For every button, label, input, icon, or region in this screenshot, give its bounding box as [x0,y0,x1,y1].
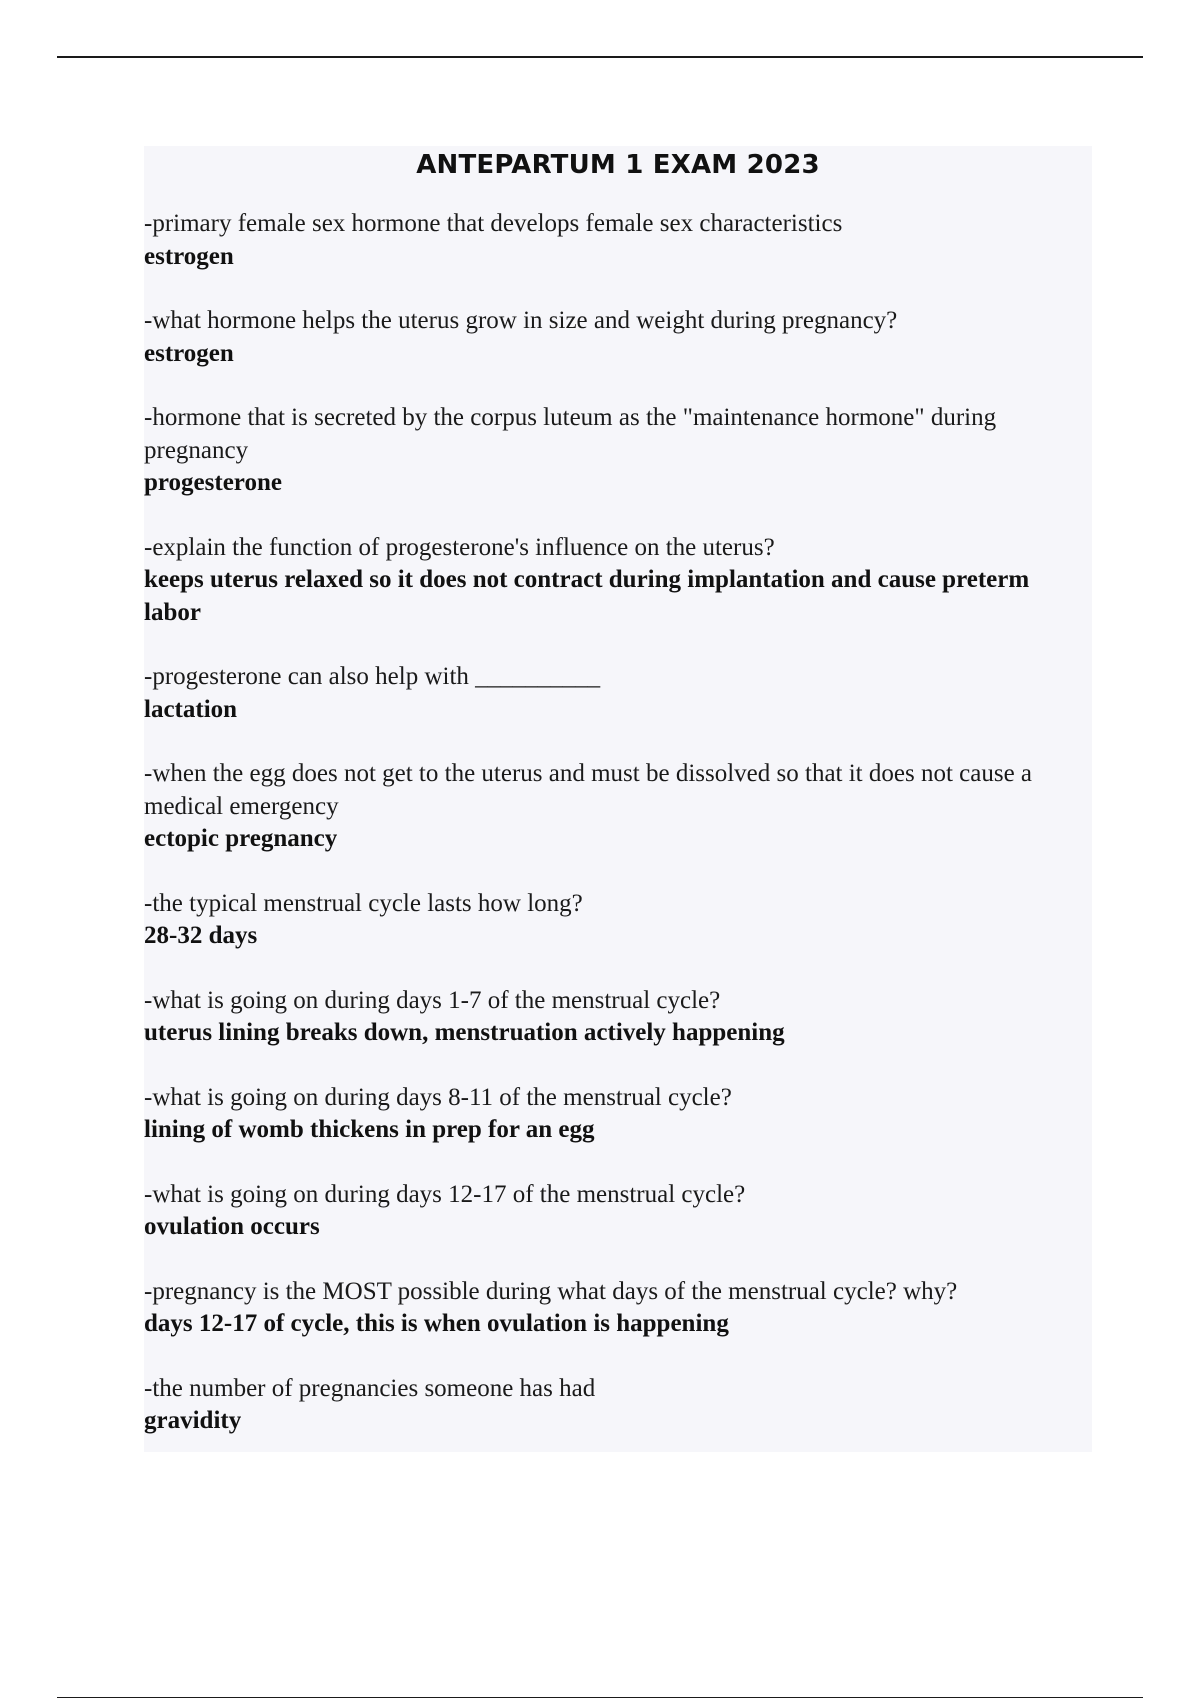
qa-item [144,1373,1092,1438]
answer-text: days 12-17 of cycle, this is when ovulation is happening [144,1310,729,1337]
question-text: -pregnancy is the MOST possible during what days of the menstrual cycle? why? [144,1277,958,1305]
answer-text: ectopic pregnancy [144,825,338,852]
qa-item [144,208,1092,273]
question-text: -explain the function of progesterone's influence on the uterus? [144,533,775,561]
answer-text: ovulation occurs [144,1213,320,1240]
qa-item [144,985,1092,1050]
answer-text: lining of womb thickens in prep for an egg [144,1116,595,1143]
qa-item [144,1082,1092,1147]
question-text: -what is going on during days 8-11 of the menstrual cycle? [144,1083,732,1111]
question-text: -what is going on during days 12-17 of the menstrual cycle? [144,1180,746,1208]
answer-text: lactation [144,695,238,723]
question-text: -the number of pregnancies someone has had [144,1374,596,1402]
qa-item [144,1179,1092,1244]
answer-text: uterus lining breaks down, menstruation actively happening [144,1019,785,1046]
document-title: ANTEPARTUM 1 EXAM 2023 [416,150,820,180]
answer-text: 28-32 days [144,922,258,949]
qa-list [144,208,1092,1438]
answer-text: estrogen [144,242,234,270]
answer-text: estrogen [144,339,234,367]
question-text: -the typical menstrual cycle lasts how long? [144,889,583,917]
qa-item [144,758,1092,856]
question-text: -what hormone helps the uterus grow in size and weight during pregnancy? [144,307,898,334]
qa-item [144,1276,1092,1341]
question-text: -hormone that is secreted by the corpus luteum as the "maintenance hormone" during pregnancy [144,404,997,464]
document-page [144,146,1092,1452]
bottom-divider [57,1697,1143,1698]
question-text: -primary female sex hormone that develops female sex characteristics [144,210,843,237]
top-divider [57,56,1143,58]
qa-item [144,402,1092,500]
qa-item [144,888,1092,953]
question-text: -progesterone can also help with __________ [144,663,601,690]
question-text: -what is going on during days 1-7 of the menstrual cycle? [144,986,721,1014]
qa-item [144,532,1092,630]
qa-item [144,661,1092,726]
qa-item [144,305,1092,370]
answer-text: keeps uterus relaxed so it does not contract during implantation and cause preterm labor [144,566,1030,626]
question-text: -when the egg does not get to the uterus and must be dissolved so that it does not cause a medical emergency [144,760,1033,820]
answer-text: gravidity [144,1407,242,1434]
answer-text: progesterone [144,469,282,496]
